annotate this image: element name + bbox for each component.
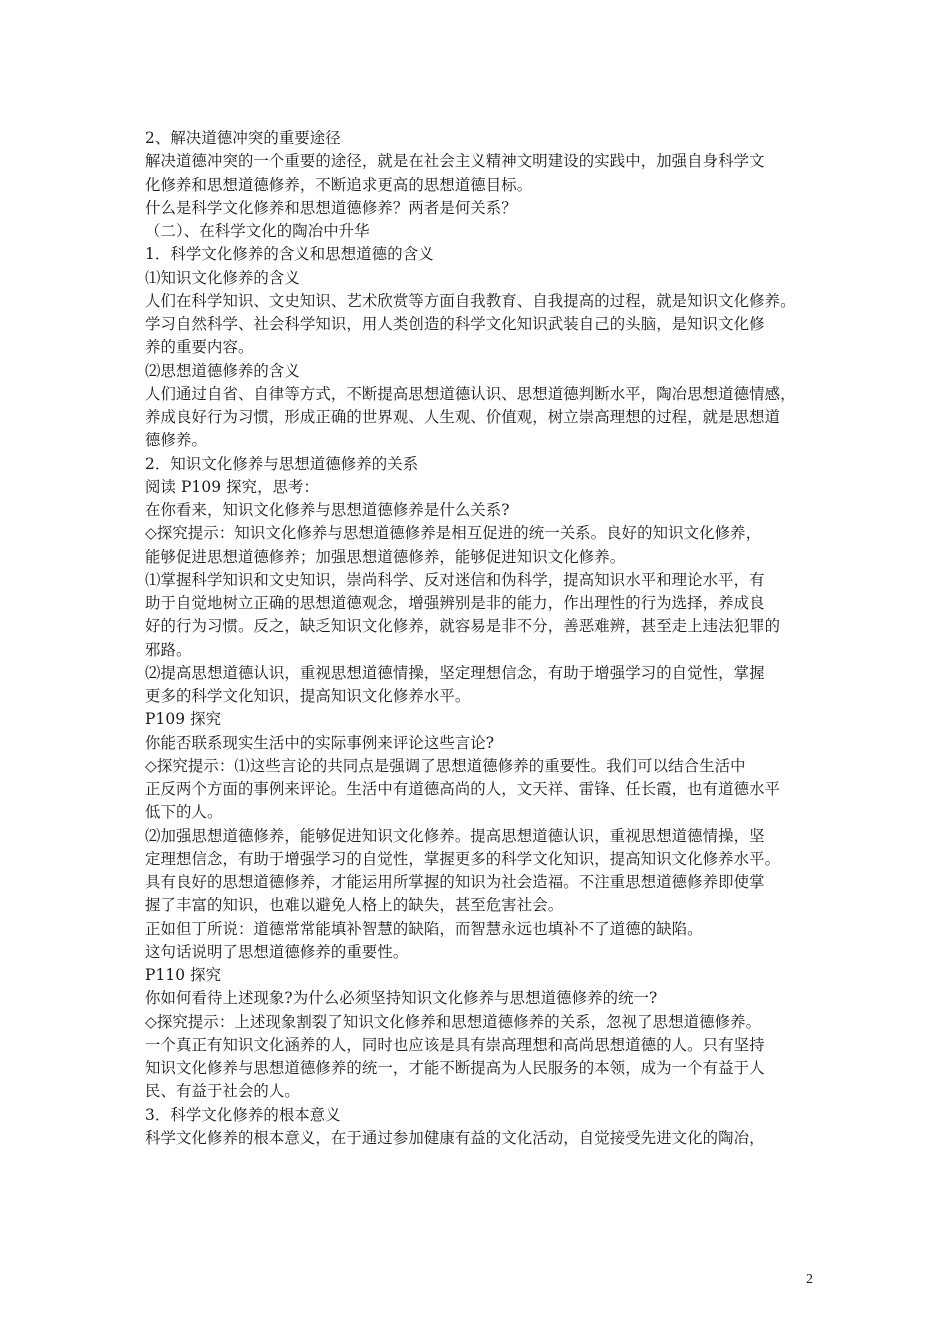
page-number: 2 xyxy=(806,1272,813,1287)
text-line: 学习自然科学、社会科学知识，用人类创造的科学文化知识武装自己的头脑，是知识文化修 xyxy=(145,315,765,333)
text-line: 人们在科学知识、文史知识、艺术欣赏等方面自我教育、自我提高的过程，就是知识文化修养。 xyxy=(145,291,796,310)
text-line: 德修养。 xyxy=(145,431,207,450)
text-line: 3．科学文化修养的根本意义 xyxy=(145,1105,341,1124)
text-line: 什么是科学文化修养和思想道德修养？两者是何关系？ xyxy=(145,198,517,217)
text-line: 定理想信念，有助于增强学习的自觉性，掌握更多的科学文化知识，提高知识文化修养水平。 xyxy=(145,849,781,868)
text-line: 正反两个方面的事例来评论。生活中有道德高尚的人，文天祥、雷锋、任长霞，也有道德水平 xyxy=(145,780,781,798)
text-line: 好的行为习惯。反之，缺乏知识文化修养，就容易是非不分，善恶难辨，甚至走上违法犯罪的 xyxy=(145,617,781,636)
text-line: 一个真正有知识文化涵养的人，同时也应该是具有崇高理想和高尚思想道德的人。只有坚持 xyxy=(145,1035,765,1054)
text-line: ⑴掌握科学知识和文史知识，崇尚科学、反对迷信和伪科学，提高知识水平和理论水平，有 xyxy=(145,570,765,589)
text-line: ◇探究提示：⑴这些言论的共同点是强调了思想道德修养的重要性。我们可以结合生活中 xyxy=(145,756,746,775)
text-line: 更多的科学文化知识，提高知识文化修养水平。 xyxy=(145,687,471,705)
document-page xyxy=(145,127,813,1150)
text-line: 1．科学文化修养的含义和思想道德的含义 xyxy=(145,245,434,264)
text-line: 能够促进思想道德修养；加强思想道德修养，能够促进知识文化修养。 xyxy=(145,547,626,566)
text-line: P109 探究 xyxy=(145,710,222,729)
text-line: 养成良好行为习惯，形成正确的世界观、人生观、价值观，树立崇高理想的过程，就是思想道 xyxy=(145,408,781,426)
text-line: ◇探究提示：上述现象割裂了知识文化修养和思想道德修养的关系，忽视了思想道德修养。 xyxy=(145,1012,762,1031)
text-line: 在你看来，知识文化修养与思想道德修养是什么关系? xyxy=(145,501,510,519)
text-line: ⑵思想道德修养的含义 xyxy=(145,361,300,380)
text-line: 化修养和思想道德修养，不断追求更高的思想道德目标。 xyxy=(145,175,533,194)
text-line: ⑵加强思想道德修养，能够促进知识文化修养。提高思想道德认识，重视思想道德情操，坚 xyxy=(145,826,765,845)
text-line: 阅读 P109 探究，思考： xyxy=(145,477,320,496)
text-line: 正如但丁所说：道德常常能填补智慧的缺陷，而智慧永远也填补不了道德的缺陷。 xyxy=(145,919,703,938)
text-line: 养的重要内容。 xyxy=(145,338,254,357)
text-line: 低下的人。 xyxy=(145,803,223,822)
text-line: 民、有益于社会的人。 xyxy=(145,1082,300,1101)
text-line: 这句话说明了思想道德修养的重要性。 xyxy=(145,942,409,961)
text-line: ⑴知识文化修养的含义 xyxy=(145,268,300,287)
text-line: 解决道德冲突的一个重要的途径，就是在社会主义精神文明建设的实践中，加强自身科学文 xyxy=(145,152,765,171)
text-line: 2、解决道德冲突的重要途径 xyxy=(145,129,341,147)
text-line: 2．知识文化修养与思想道德修养的关系 xyxy=(145,454,419,473)
text-line: ◇探究提示：知识文化修养与思想道德修养是相互促进的统一关系。良好的知识文化修养， xyxy=(145,524,762,543)
text-line: 知识文化修养与思想道德修养的统一，才能不断提高为人民服务的本领，成为一个有益于人 xyxy=(145,1059,765,1077)
text-line: （二）、在科学文化的陶冶中升华 xyxy=(145,222,370,240)
text-line: 具有良好的思想道德修养，才能运用所掌握的知识为社会造福。不注重思想道德修养即使掌 xyxy=(145,873,765,891)
text-line: 科学文化修养的根本意义，在于通过参加健康有益的文化活动，自觉接受先进文化的陶冶， xyxy=(145,1128,765,1147)
text-line: 邪路。 xyxy=(145,640,192,659)
text-line: 你能否联系现实生活中的实际事例来评论这些言论? xyxy=(145,733,495,752)
text-line: 人们通过自省、自律等方式，不断提高思想道德认识、思想道德判断水平，陶冶思想道德情感， xyxy=(145,384,796,403)
text-line: P110 探究 xyxy=(145,966,222,984)
text-line: ⑵提高思想道德认识，重视思想道德情操，坚定理想信念，有助于增强学习的自觉性，掌握 xyxy=(145,663,765,682)
text-line: 握了丰富的知识，也难以避免人格上的缺失，甚至危害社会。 xyxy=(145,896,564,915)
text-line: 你如何看待上述现象?为什么必须坚持知识文化修养与思想道德修养的统一? xyxy=(145,989,658,1008)
text-line: 助于自觉地树立正确的思想道德观念，增强辨别是非的能力，作出理性的行为选择，养成良 xyxy=(145,594,765,612)
